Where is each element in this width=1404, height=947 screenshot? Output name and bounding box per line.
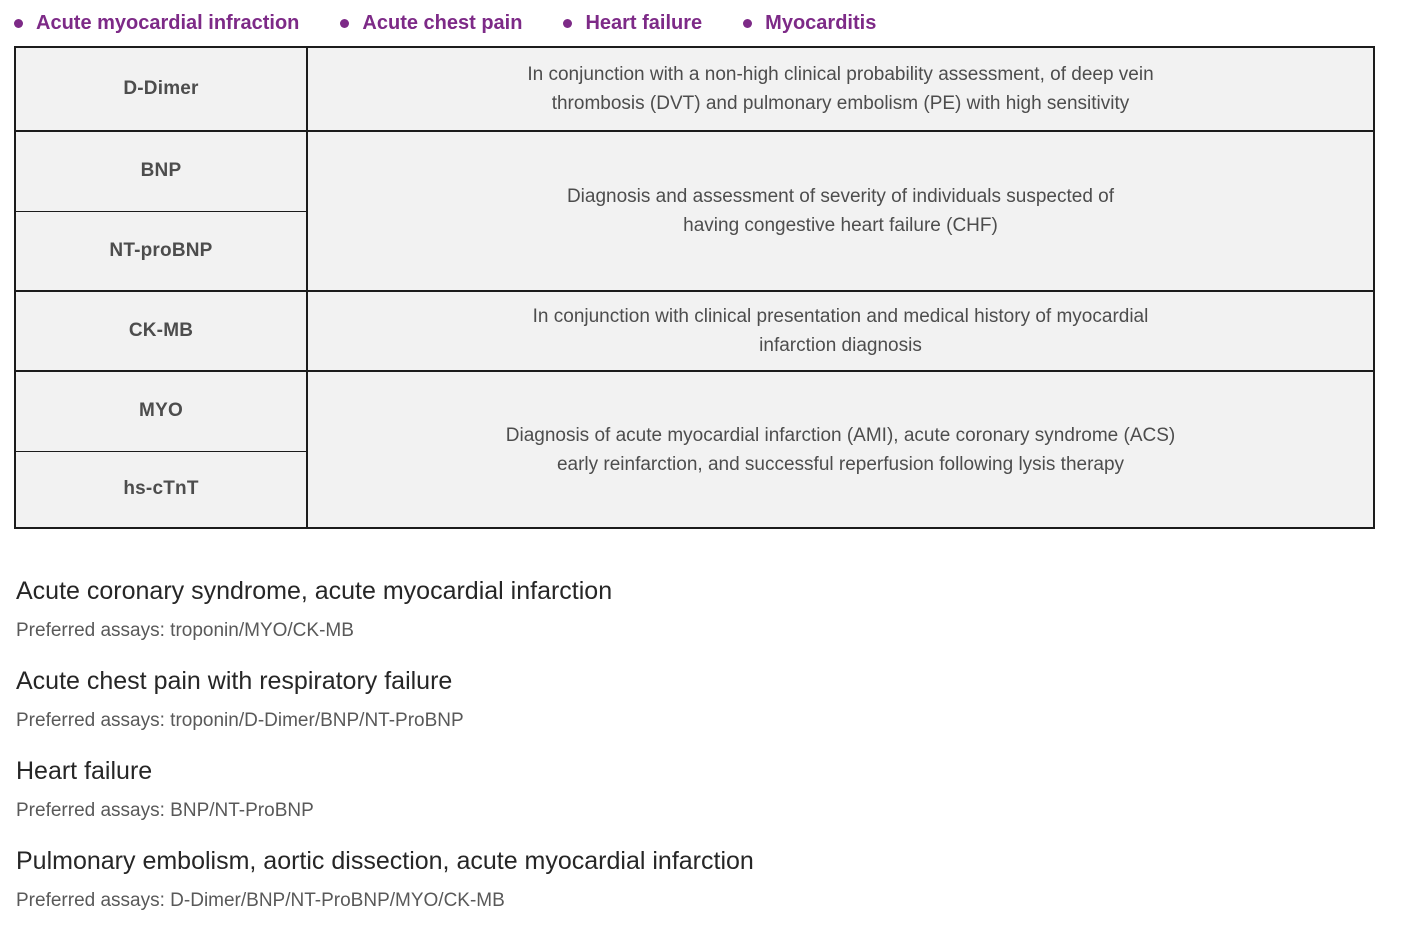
description-line: early reinfarction, and successful reperfusion following lysis therapy xyxy=(556,453,1125,475)
description-cell-ami xyxy=(307,371,1374,528)
description-cell-d-dimer xyxy=(307,47,1374,131)
bullet-icon xyxy=(340,19,349,28)
legend-item-acute-chest-pain xyxy=(340,12,522,35)
legend-label: Myocarditis xyxy=(765,11,877,34)
bullet-icon xyxy=(743,19,752,28)
section-title-acs-ami: Acute coronary syndrome, acute myocardial infarction xyxy=(16,577,613,605)
assay-cell-myo: MYO xyxy=(15,371,307,451)
description-line: Diagnosis and assessment of severity of individuals suspected of xyxy=(566,186,1115,207)
table-row xyxy=(15,291,1374,371)
legend-item-heart-failure xyxy=(563,12,702,35)
assay-cell-ck-mb: CK-MB xyxy=(15,291,307,371)
description-line: infarction diagnosis xyxy=(759,335,922,356)
description-line: In conjunction with clinical presentation and medical history of myocardial xyxy=(532,306,1149,327)
condition-legend xyxy=(0,0,1404,34)
table-row xyxy=(15,47,1374,131)
assay-cell-hs-ctnt: hs-cTnT xyxy=(15,451,307,528)
section-assays-acs-ami: Preferred assays: troponin/MYO/CK-MB xyxy=(16,620,354,641)
section-title-heart-failure: Heart failure xyxy=(16,757,153,785)
section-title-pulmonary-embolism: Pulmonary embolism, aortic dissection, acute myocardial infarction xyxy=(16,847,754,875)
biomarker-table xyxy=(14,46,1375,529)
description-line: thrombosis (DVT) and pulmonary embolism (PE) with high sensitivity xyxy=(551,93,1130,114)
description-line: Diagnosis of acute myocardial infarction (AMI), acute coronary syndrome (ACS) xyxy=(505,424,1176,446)
description-line: In conjunction with a non-high clinical probability assessment, of deep vein xyxy=(527,64,1154,85)
section-title-chest-pain: Acute chest pain with respiratory failure xyxy=(16,667,453,695)
section-assays-pulmonary-embolism: Preferred assays: D-Dimer/BNP/NT-ProBNP/MYO/CK-MB xyxy=(16,890,505,911)
assay-cell-bnp: BNP xyxy=(15,131,307,211)
assay-cell-d-dimer: D-Dimer xyxy=(15,47,307,131)
bullet-icon xyxy=(563,19,572,28)
legend-item-myocarditis xyxy=(743,12,876,35)
legend-label: Acute chest pain xyxy=(362,11,523,34)
description-cell-ck-mb xyxy=(307,291,1374,371)
legend-label: Acute myocardial infraction xyxy=(36,11,300,34)
description-cell-chf xyxy=(307,131,1374,291)
section-assays-chest-pain: Preferred assays: troponin/D-Dimer/BNP/NT-ProBNP xyxy=(16,710,464,731)
assay-cell-nt-probnp: NT-proBNP xyxy=(15,211,307,291)
description-line: having congestive heart failure (CHF) xyxy=(683,215,998,236)
bullet-icon xyxy=(14,19,23,28)
preferred-assays-sections xyxy=(16,575,1404,914)
legend-label: Heart failure xyxy=(585,11,703,34)
legend-item-acute-myocardial-infraction xyxy=(14,12,299,35)
table-row xyxy=(15,371,1374,451)
table-row xyxy=(15,131,1374,211)
section-assays-heart-failure: Preferred assays: BNP/NT-ProBNP xyxy=(16,800,314,821)
